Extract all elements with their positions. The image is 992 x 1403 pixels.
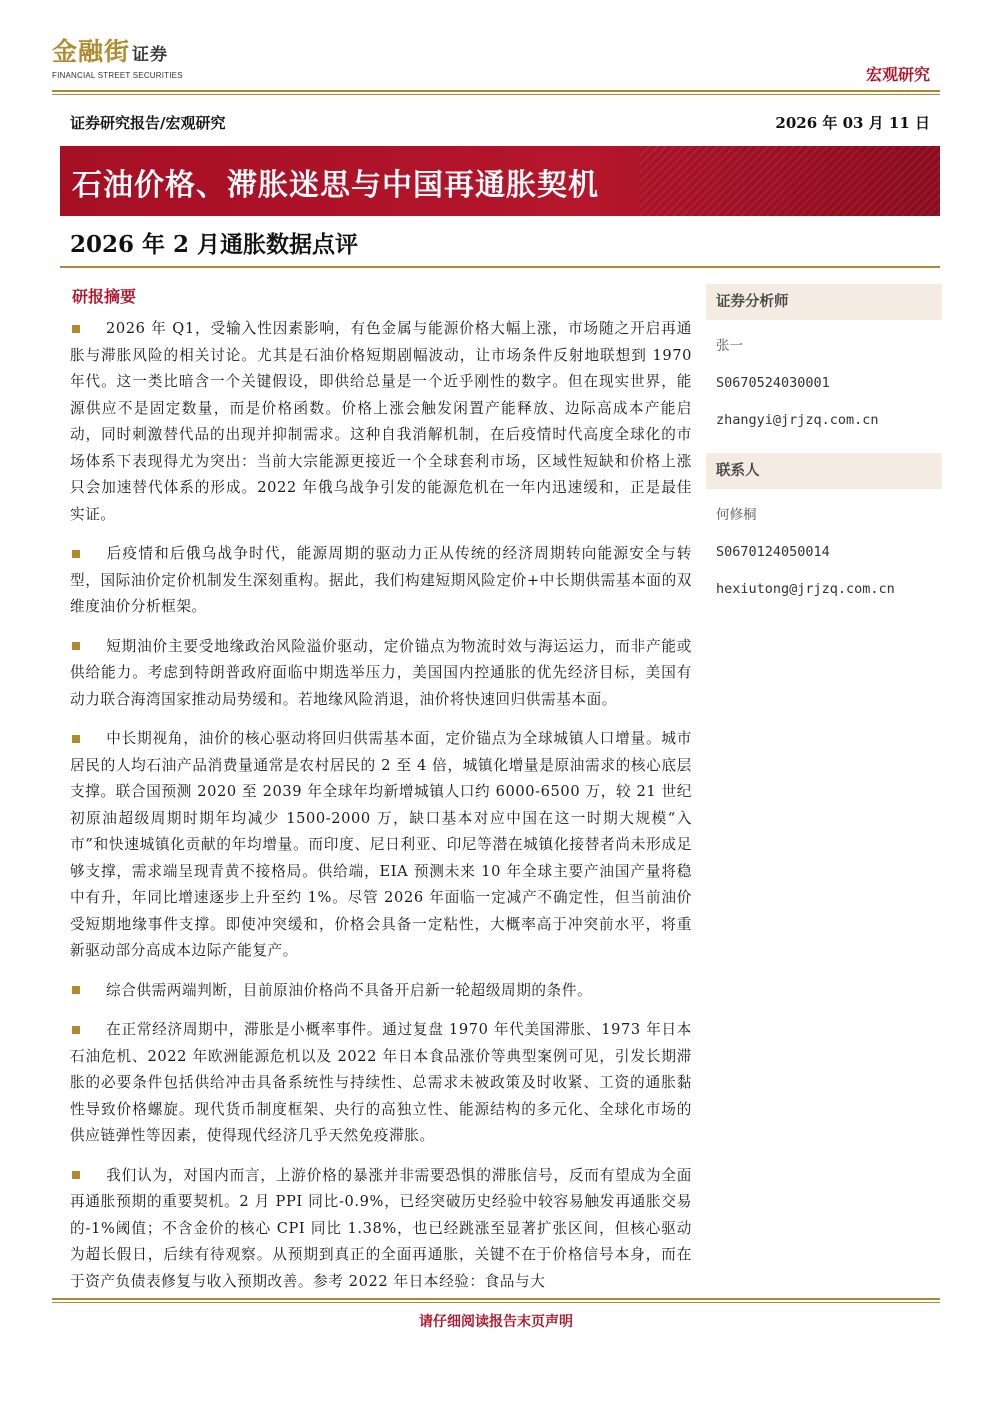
- summary-paragraph: [70, 541, 692, 621]
- summary-paragraph: [70, 1017, 692, 1150]
- summary-paragraph: [70, 634, 692, 714]
- report-type: 证券研究报告/宏观研究: [70, 114, 226, 132]
- top-divider-thin: [52, 94, 940, 95]
- bottom-divider-thin: [52, 1302, 940, 1303]
- contact-cert: S0670124050014: [716, 544, 830, 560]
- bottom-divider: [52, 1298, 940, 1300]
- paragraph-text: 综合供需两端判断，目前原油价格尚不具备开启新一轮超级周期的条件。: [106, 981, 593, 999]
- paragraph-text: 2026 年 Q1，受输入性因素影响，有色金属与能源价格大幅上涨，市场随之开启再通胀与滞胀风险的相关讨论。尤其是石油价格短期剧幅波动，让市场条件反射地联想到 1970 年代。这一类比暗含一个关键假设，即供给总量是一个近乎刚性的数字。但在现实世界，能源供应不是固定数量，而是价格函数。价格上涨会触发闲置产能释放、边际高成本产能启动，同时刺激替代品的出现并抑制需求。这种自我消解机制，在后疫情时代高度全球化的市场体系下表现得尤为突出：当前大宗能源更接近一个全球套利市场，区域性短缺和价格上涨只会加速替代体系的形成。2022 年俄乌战争引发的能源危机在一年内迅速缓和，正是最佳实证。: [70, 320, 692, 523]
- logo-en: FINANCIAL STREET SECURITIES: [52, 71, 183, 80]
- contact-heading: 联系人: [706, 453, 942, 489]
- paragraph-text: 在正常经济周期中，滞胀是小概率事件。通过复盘 1970 年代美国滞胀、1973 年日本石油危机、2022 年欧洲能源危机以及 2022 年日本食品涨价等典型案例可见，引发长期滞胀的必要条件包括供给冲击具备系统性与持续性、总需求未被政策及时收紧、工资的通胀黏性导致价格螺旋。现代货币制度框架、央行的高独立性、能源结构的多元化、全球化市场的供应链弹性等因素，使得现代经济几乎天然免疫滞胀。: [70, 1021, 692, 1144]
- report-subtitle: 2026 年 2 月通胀数据点评: [70, 231, 359, 258]
- paragraph-text: 短期油价主要受地缘政治风险溢价驱动，定价锚点为物流时效与海运运力，而非产能或供给能力。考虑到特朗普政府面临中期选举压力，美国国内控通胀的优先经济目标，美国有动力联合海湾国家推动局势缓和。若地缘风险消退，油价将快速回归供需基本面。: [70, 637, 692, 708]
- analyst-email[interactable]: zhangyi@jrjzq.com.cn: [716, 412, 879, 428]
- paragraph-text: 后疫情和后俄乌战争时代，能源周期的驱动力正从传统的经济周期转向能源安全与转型，国际油价定价机制发生深刻重构。据此，我们构建短期风险定价+中长期供需基本面的双维度油价分析框架。: [70, 545, 692, 615]
- bullet-icon: [72, 986, 80, 994]
- bullet-icon: [72, 550, 80, 558]
- bullet-icon: [72, 642, 80, 650]
- category-tag: 宏观研究: [865, 65, 930, 84]
- logo-sec: 证券: [132, 45, 169, 65]
- subtitle-divider: [60, 266, 940, 268]
- bullet-icon: [72, 1171, 80, 1179]
- contact-name: 何修桐: [716, 507, 757, 523]
- title-banner: [60, 146, 940, 216]
- paragraph-text: 中长期视角，油价的核心驱动将回归供需基本面，定价锚点为全球城镇人口增量。城市居民的人均石油产品消费量通常是农村居民的 2 至 4 倍，城镇化增量是原油需求的核心底层支撑。联合国预测 2020 至 2039 年全球年均新增城镇人口约 6000-6500 万，较 21 世纪初原油超级周期时期年均减少 1500-2000 万，缺口基本对应中国在这一时期大规模“入市”和快速城镇化贡献的年均增量。而印度、尼日利亚、印尼等潜在城镇化接替者尚未形成足够支撑，需求端呈现青黄不接格局。供给端，EIA 预测未来 10 年全球主要产油国产量将稳中有升，年同比增速逐步上升至约 1%。尽管 2026 年面临一定减产不确定性，但当前油价受短期地缘事件支撑。即使冲突缓和，价格会具备一定粘性，大概率高于冲突前水平，将重新驱动部分高成本边际产能复产。: [70, 730, 692, 959]
- sidebar: [706, 284, 942, 608]
- section-label-summary: 研报摘要: [72, 287, 137, 306]
- report-date: 2026 年 03 月 11 日: [775, 114, 930, 132]
- top-divider: [52, 90, 940, 92]
- summary-paragraph: [70, 1163, 692, 1296]
- analyst-name: 张一: [716, 338, 743, 354]
- banner-decoration: [640, 146, 940, 216]
- summary-paragraph: [70, 726, 692, 965]
- contact-email[interactable]: hexiutong@jrjzq.com.cn: [716, 581, 895, 597]
- bullet-icon: [72, 1026, 80, 1034]
- summary-paragraph: [70, 316, 692, 528]
- analyst-cert: S0670524030001: [716, 375, 830, 391]
- company-logo: [52, 38, 202, 84]
- summary-paragraph: [70, 978, 692, 1005]
- bullet-icon: [72, 735, 80, 743]
- paragraph-text: 我们认为，对国内而言，上游价格的暴涨并非需要恐惧的滞胀信号，反而有望成为全面再通胀预期的重要契机。2 月 PPI 同比-0.9%，已经突破历史经验中较容易触发再通胀交易的-1%阈值；不含金价的核心 CPI 同比 1.38%，也已经跳涨至显著扩张区间，但核心驱动为超长假日，后续有待观察。从预期到真正的全面再通胀，关键不在于价格信号本身，而在于资产负债表修复与收入预期改善。参考 2022 年日本经验：食品与大: [70, 1166, 692, 1290]
- footer-disclaimer: 请仔细阅读报告末页声明: [419, 1314, 573, 1330]
- logo-cn: 金融街: [52, 37, 131, 66]
- analyst-heading: 证券分析师: [706, 284, 942, 320]
- bullet-icon: [72, 325, 80, 333]
- summary-body: [70, 316, 692, 1298]
- report-title: 石油价格、滞胀迷思与中国再通胀契机: [72, 168, 599, 203]
